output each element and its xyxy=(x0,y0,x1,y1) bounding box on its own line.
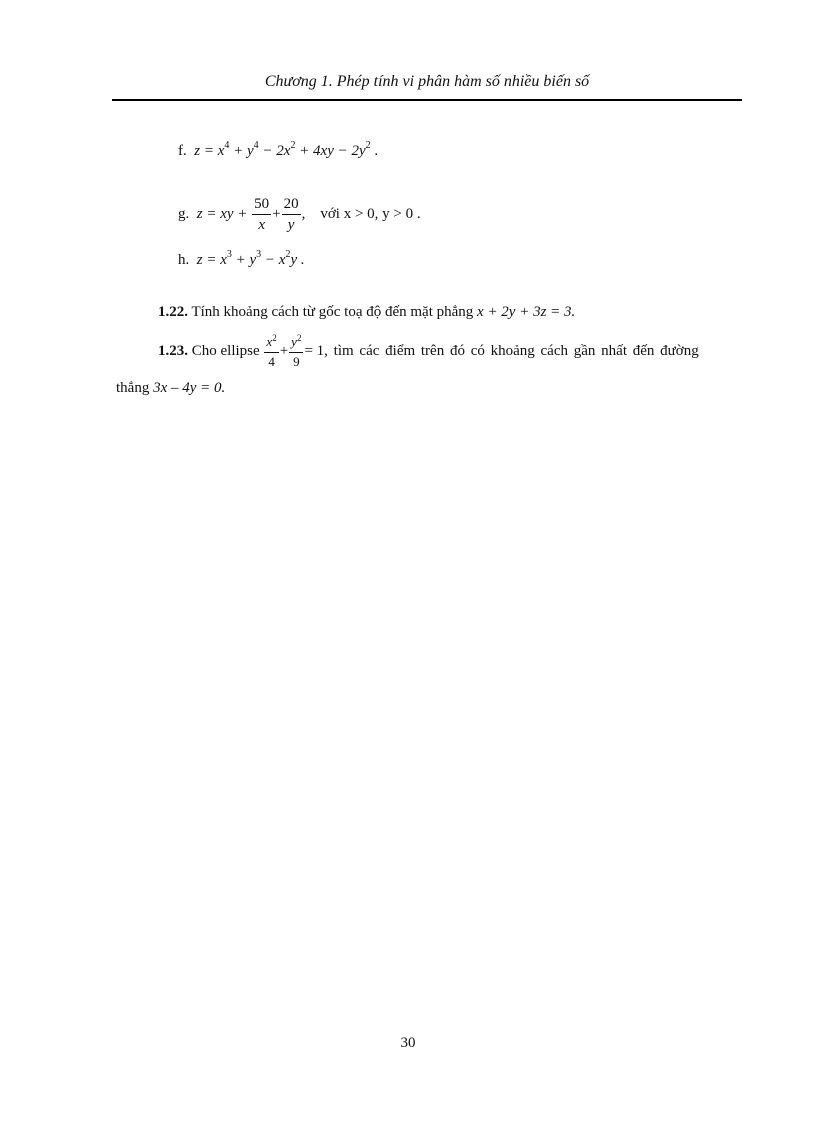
chapter-header: Chương 1. Phép tính vi phân hàm số nhiều biến số xyxy=(264,73,590,90)
problem-number: 1.23. xyxy=(158,342,188,359)
formula-part: + y xyxy=(231,252,257,268)
formula-part: y . xyxy=(290,252,305,268)
exercise-item-h xyxy=(178,249,305,269)
formula-part: − x xyxy=(261,252,286,268)
exercise-item-f xyxy=(178,140,379,160)
problem-equation: x + 2y + 3z = 3. xyxy=(477,304,576,320)
formula-end: . xyxy=(370,143,379,159)
page-number: 30 xyxy=(400,1035,416,1051)
fraction-denominator: y xyxy=(287,217,295,233)
exponent: 4 xyxy=(224,140,230,151)
problem-1-22 xyxy=(158,304,575,321)
problem-1-23-continuation xyxy=(116,380,225,397)
item-label: g. xyxy=(178,205,190,222)
fraction-denominator: 4 xyxy=(268,354,275,369)
fraction-numerator xyxy=(289,333,303,353)
item-label: f. xyxy=(178,143,187,159)
fraction-numerator: 20 xyxy=(282,194,301,215)
plus-sign: + xyxy=(272,205,281,222)
header-rule xyxy=(112,99,742,101)
problem-1-23 xyxy=(158,333,742,370)
condition-text: với x > 0, y > 0 . xyxy=(320,205,421,222)
fraction-20-over-y xyxy=(282,194,301,235)
fraction-numerator xyxy=(264,333,278,353)
fraction-50-over-x xyxy=(252,194,271,235)
formula-part: z = xy + xyxy=(196,205,248,222)
formula-part: − 2x xyxy=(258,143,291,159)
problem-text: Tính khoảng cách từ gốc toạ độ đến mặt phẳng xyxy=(188,304,478,320)
exponent: 4 xyxy=(253,140,259,151)
equals-one: = 1 xyxy=(304,342,325,359)
exercise-item-g xyxy=(178,194,421,235)
plus-sign: + xyxy=(279,342,289,359)
exponent: 2 xyxy=(365,140,371,151)
problem-text: Cho ellipse xyxy=(188,342,264,359)
problem-number: 1.22. xyxy=(158,304,188,320)
formula-part: + 4xy − 2y xyxy=(295,143,366,159)
exponent: 2 xyxy=(296,333,302,343)
numerator-var: y xyxy=(291,334,297,349)
exponent: 2 xyxy=(285,249,291,260)
problem-equation: 3x – 4y = 0. xyxy=(153,380,226,396)
fraction-denominator: 9 xyxy=(293,354,300,369)
exponent: 2 xyxy=(272,333,277,343)
fraction-y2-over-9 xyxy=(289,333,303,370)
exponent: 2 xyxy=(290,140,296,151)
fraction-numerator: 50 xyxy=(252,194,271,215)
item-label: h. xyxy=(178,252,190,268)
formula-part: + y xyxy=(229,143,254,159)
exponent: 3 xyxy=(226,249,232,260)
fraction-x2-over-4 xyxy=(264,333,278,370)
numerator-var: x xyxy=(266,334,273,349)
fraction-denominator: x xyxy=(258,217,265,233)
problem-text: , tìm các điểm trên đó có khoảng cách gần nhất đến đường xyxy=(324,342,699,359)
comma: , xyxy=(301,205,306,222)
exponent: 3 xyxy=(256,249,262,260)
formula-part: z = x xyxy=(194,143,225,159)
problem-text: thẳng xyxy=(116,380,154,396)
formula-part: z = x xyxy=(196,252,227,268)
